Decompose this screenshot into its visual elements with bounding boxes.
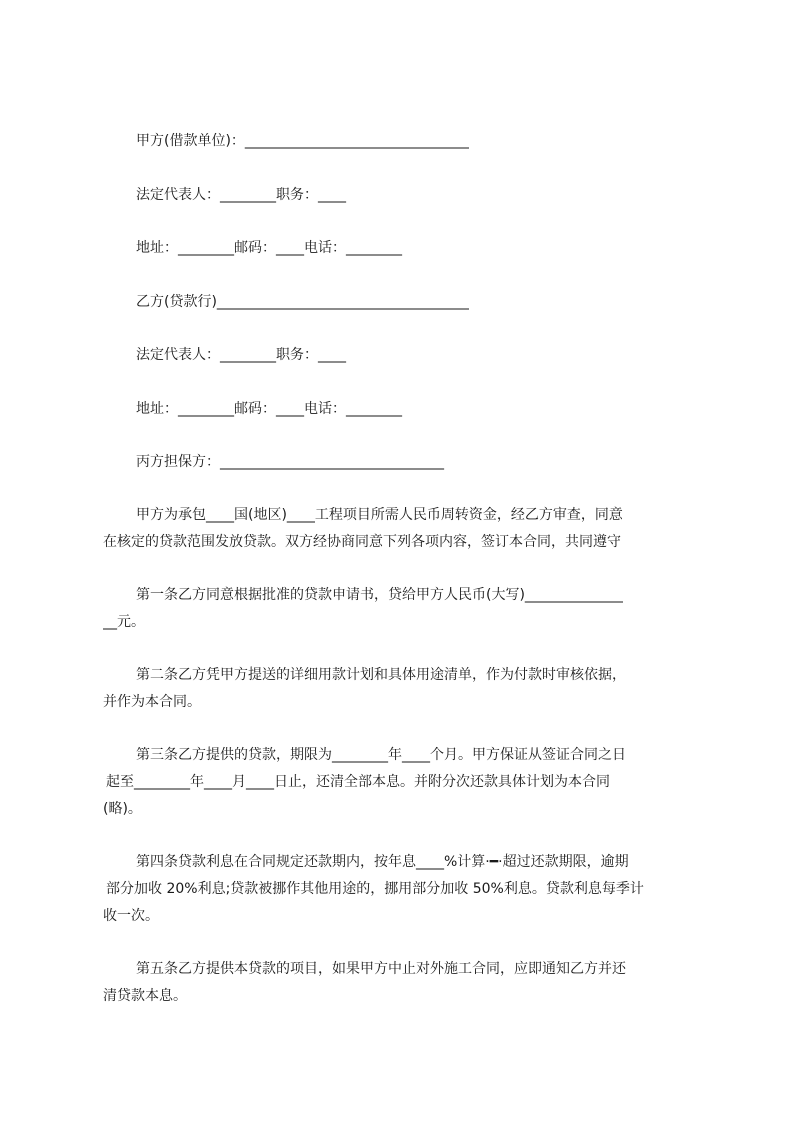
party-b-representative-field: 法定代表人：________职务：____ [136,347,346,363]
paragraph-line: 部分加收 20%利息;贷款被挪作其他用途的，挪用部分加收 50%利息。贷款利息每季计 [106,881,644,897]
party-b-address-field: 地址：________邮码：____电话：________ [136,401,402,417]
party-c-guarantor-field: 丙方担保方：________________________________ [136,454,444,470]
party-b-field: 乙方(贷款行)____________________________________ [136,294,469,310]
paragraph-line: 第四条贷款利息在合同规定还款期内，按年息____%计算·━·超过还款期限，逾期 [136,854,629,870]
paragraph-line: 并作为本合同。 [103,694,201,710]
paragraph-line: 第一条乙方同意根据批准的贷款申请书，贷给甲方人民币(大写)______________ [136,587,623,603]
paragraph-line: (略)。 [103,801,142,817]
paragraph-line: 甲方为承包____国(地区)____工程项目所需人民币周转资金，经乙方审查，同意 [136,507,623,523]
paragraph-line: __元。 [103,614,145,630]
paragraph-line: 第二条乙方凭甲方提送的详细用款计划和具体用途清单，作为付款时审核依据， [136,667,626,683]
paragraph-line: 第五条乙方提供本贷款的项目，如果甲方中止对外施工合同，应即通知乙方并还 [136,961,626,977]
paragraph-line: 清贷款本息。 [103,988,187,1004]
party-a-representative-field: 法定代表人：________职务：____ [136,187,346,203]
party-a-field: 甲方(借款单位)：________________________________ [136,133,469,149]
paragraph-line: 第三条乙方提供的贷款，期限为________年____个月。甲方保证从签证合同之日 [136,747,626,763]
paragraph-line: 在核定的贷款范围发放贷款。双方经协商同意下列各项内容，签订本合同，共同遵守 [103,534,621,550]
paragraph-line: 收一次。 [103,908,159,924]
paragraph-line: 起至________年____月____日止，还清全部本息。并附分次还款具体计划为本合同 [106,774,610,790]
party-a-address-field: 地址：________邮码：____电话：________ [136,240,402,256]
